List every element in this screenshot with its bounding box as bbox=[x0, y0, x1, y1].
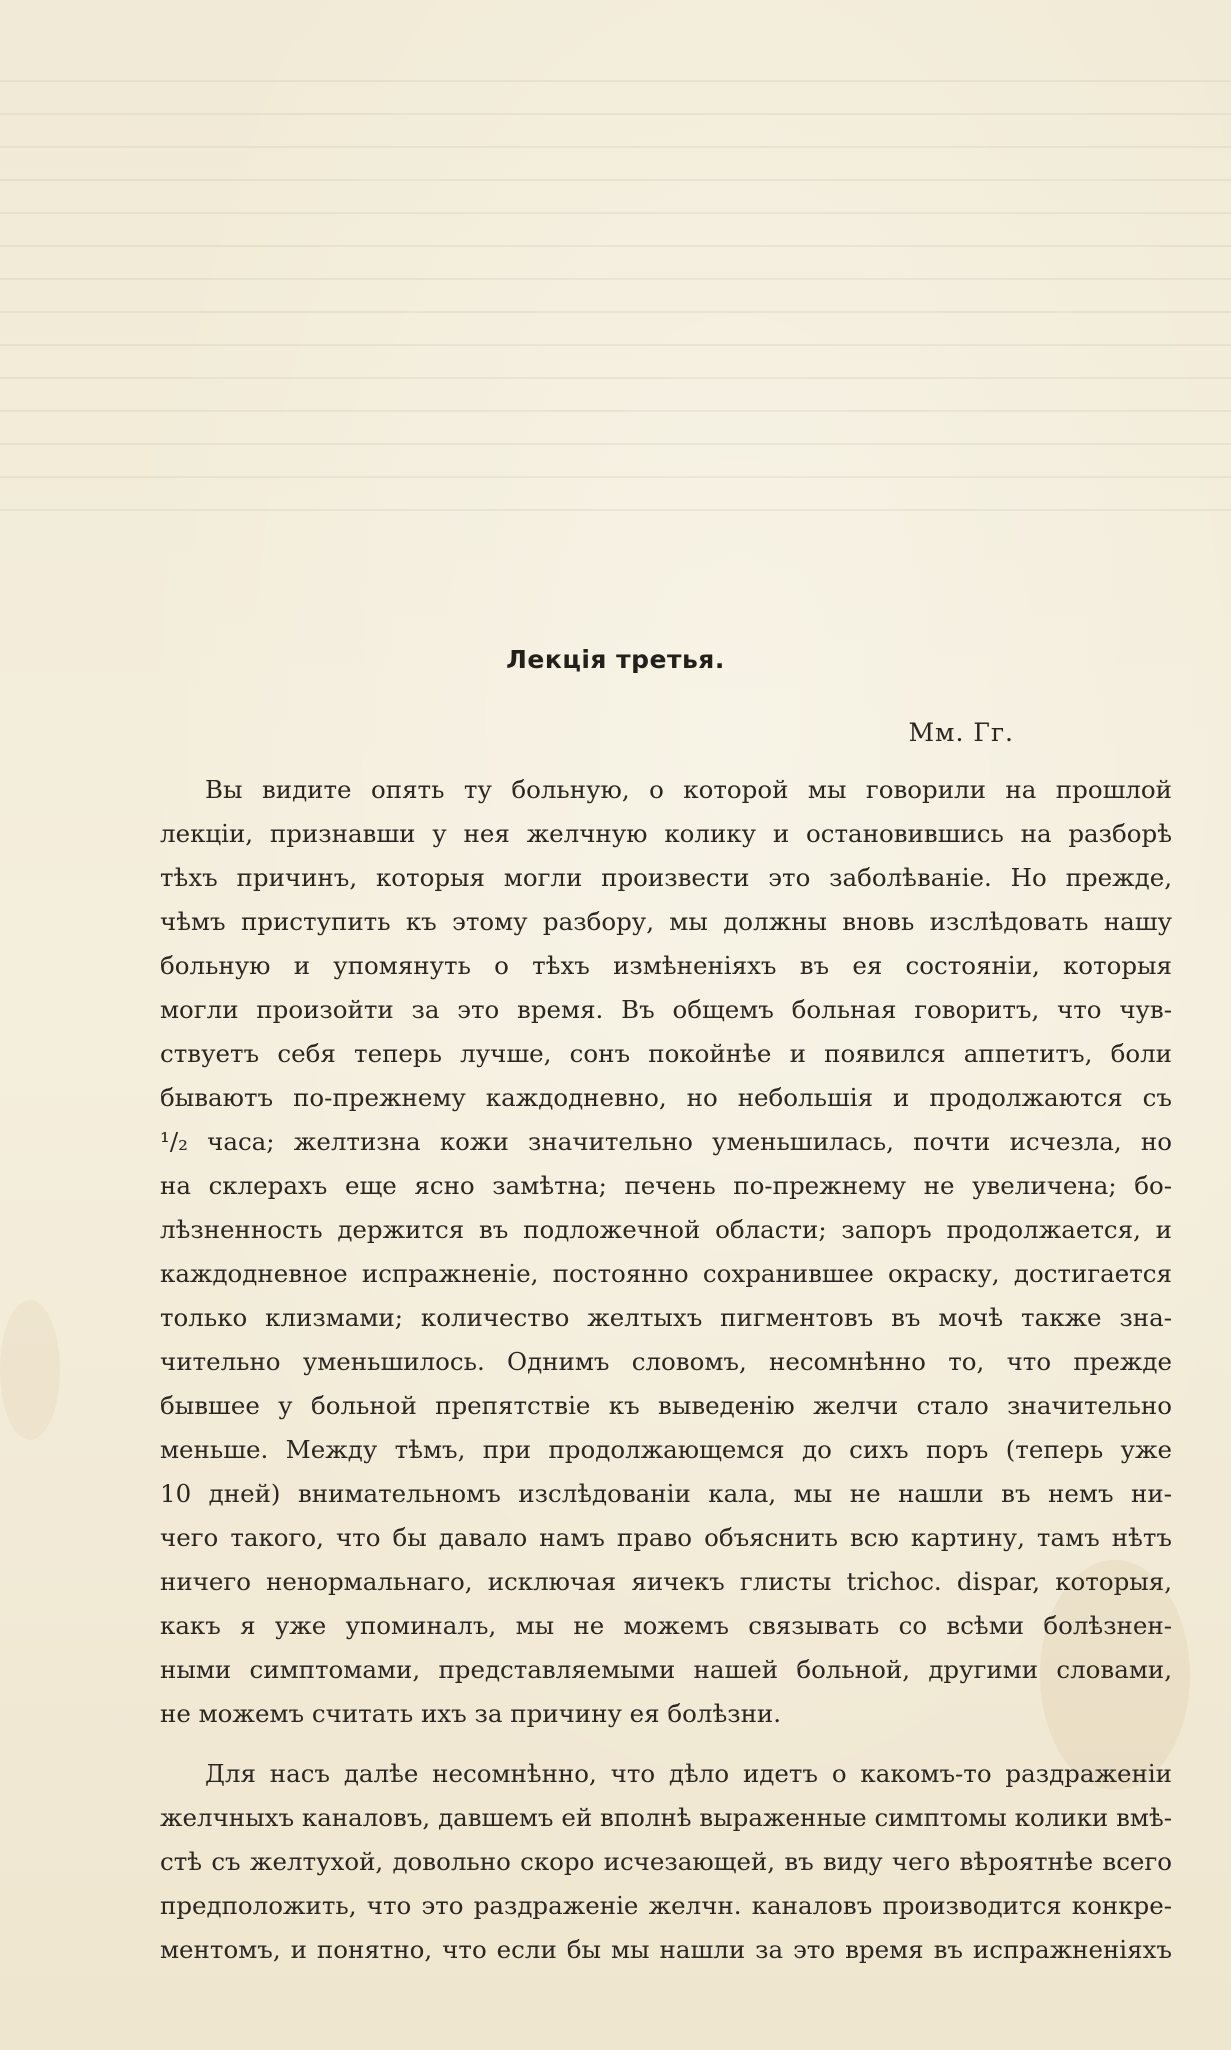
text-line: больную и упомянуть о тѣхъ измѣненiяхъ въ ея состоянiи, которыя bbox=[160, 951, 1172, 980]
body-text bbox=[160, 768, 1172, 1972]
text-line: бывшее у больной препятствiе къ выведенiю желчи стало значительно bbox=[160, 1391, 1172, 1420]
text-line: лѣзненность держится въ подложечной области; запоръ продолжается, и bbox=[160, 1215, 1172, 1244]
text-line: чего такого, что бы давало намъ право объяснить всю картину, тамъ нѣтъ bbox=[160, 1523, 1172, 1552]
text-line: ¹/₂ часа; желтизна кожи значительно уменьшилась, почти исчезла, но bbox=[160, 1127, 1172, 1156]
text-line: чѣмъ приступить къ этому разбору, мы должны вновь изслѣдовать нашу bbox=[160, 907, 1172, 936]
text-line: ничего ненормальнаго, исключая яичекъ глисты trichoc. dispar, которыя, bbox=[160, 1567, 1172, 1596]
text-line: ментомъ, и понятно, что если бы мы нашли за это время въ испражненiяхъ bbox=[160, 1935, 1172, 1964]
text-line: меньше. Между тѣмъ, при продолжающемся до сихъ поръ (теперь уже bbox=[160, 1435, 1172, 1464]
text-line: ствуетъ себя теперь лучше, сонъ покойнѣе и появился аппетитъ, боли bbox=[160, 1039, 1172, 1068]
text-line: каждодневное испражненiе, постоянно сохранившее окраску, достигается bbox=[160, 1259, 1172, 1288]
text-line: 10 дней) внимательномъ изслѣдованiи кала, мы не нашли въ немъ ни- bbox=[160, 1479, 1172, 1508]
text-line: ными симптомами, представляемыми нашей больной, другими словами, bbox=[160, 1655, 1172, 1684]
text-line: лекцiи, признавши у нея желчную колику и остановившись на разборѣ bbox=[160, 819, 1172, 848]
text-line: только клизмами; количество желтыхъ пигментовъ въ мочѣ также зна- bbox=[160, 1303, 1172, 1332]
salutation: Мм. Гг. bbox=[908, 718, 1014, 747]
bleed-through-text bbox=[0, 80, 1231, 520]
text-line: Вы видите опять ту больную, о которой мы говорили на прошлой bbox=[205, 775, 1172, 804]
paragraph-gap bbox=[160, 1736, 1172, 1752]
lecture-title: Лекцiя третья. bbox=[506, 645, 725, 674]
text-line: чительно уменьшилось. Однимъ словомъ, несомнѣнно то, что прежде bbox=[160, 1347, 1172, 1376]
text-line: предположить, что это раздраженiе желчн. каналовъ производится конкре- bbox=[160, 1891, 1172, 1920]
text-line: на склерахъ еще ясно замѣтна; печень по-прежнему не увеличена; бо- bbox=[160, 1171, 1172, 1200]
text-line: могли произойти за это время. Въ общемъ больная говоритъ, что чув- bbox=[160, 995, 1172, 1024]
text-line: Для насъ далѣе несомнѣнно, что дѣло идетъ о какомъ-то раздраженiи bbox=[205, 1759, 1172, 1788]
paper-stain bbox=[0, 1300, 60, 1440]
text-line: желчныхъ каналовъ, давшемъ ей вполнѣ выраженные симптомы колики вмѣ- bbox=[160, 1803, 1172, 1832]
text-line: бываютъ по-прежнему каждодневно, но небольшiя и продолжаются съ bbox=[160, 1083, 1172, 1112]
text-line: не можемъ считать ихъ за причину ея болѣзни. bbox=[160, 1699, 782, 1728]
paragraph-1 bbox=[160, 768, 1172, 1736]
text-line: тѣхъ причинъ, которыя могли произвести это заболѣванiе. Но прежде, bbox=[160, 863, 1172, 892]
text-line: какъ я уже упоминалъ, мы не можемъ связывать со всѣми болѣзнен- bbox=[160, 1611, 1172, 1640]
paragraph-2 bbox=[160, 1752, 1172, 1972]
text-line: стѣ съ желтухой, довольно скоро исчезающей, въ виду чего вѣроятнѣе всего bbox=[160, 1847, 1172, 1876]
